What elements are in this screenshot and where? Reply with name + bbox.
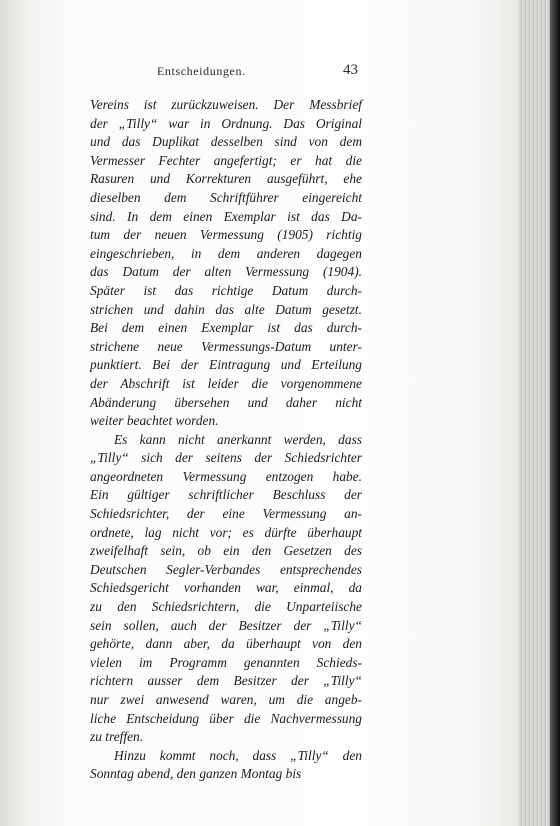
paragraph: [90, 96, 362, 431]
text-line: sind. In dem einen Exemplar ist das Da-: [90, 208, 362, 224]
text-line: weiter beachtet worden.: [90, 413, 219, 429]
text-line: Sonntag abend, den ganzen Montag bis: [90, 766, 302, 782]
text-line: der Abschrift ist leider die vorgenommene: [90, 375, 362, 391]
text-line: „Tilly“ sich der seitens der Schiedsrichter: [90, 450, 362, 466]
text-line: dieselben dem Schriftführer eingereicht: [90, 189, 362, 205]
text-line: tum der neuen Vermessung (1905) richtig: [90, 227, 362, 243]
text-line: gehörte, dann aber, da überhaupt von den: [90, 636, 362, 652]
text-line: Ein gültiger schriftlicher Beschluss der: [90, 487, 362, 503]
text-line: punktiert. Bei der Eintragung und Erteilung: [90, 357, 362, 373]
text-line: eingeschrieben, in dem anderen dagegen: [90, 245, 362, 261]
text-line: Hinzu kommt noch, dass „Tilly“ den: [114, 747, 362, 763]
text-line: vielen im Programm genannten Schieds-: [90, 654, 362, 670]
page-edges: [518, 0, 560, 826]
text-line: richtern ausser dem Besitzer der „Tilly“: [90, 673, 362, 689]
text-line: Es kann nicht anerkannt werden, dass: [114, 431, 362, 447]
text-line: zu den Schiedsrichtern, die Unparteiische: [90, 599, 362, 615]
text-line: und das Duplikat desselben sind von dem: [90, 134, 362, 150]
text-line: ordnete, lag nicht vor; es dürfte überhaupt: [90, 524, 362, 540]
text-line: Vermesser Fechter angefertigt; er hat die: [90, 152, 362, 168]
text-line: angeordneten Vermessung entzogen habe.: [90, 468, 362, 484]
text-line: liche Entscheidung über die Nachvermessung: [90, 710, 362, 726]
text-line: Bei dem einen Exemplar ist das durch-: [90, 320, 362, 336]
text-line: der „Tilly“ war in Ordnung. Das Original: [90, 115, 362, 131]
page-number: 43: [343, 62, 358, 78]
text-line: Schiedsrichter, der eine Vermessung an-: [90, 506, 362, 522]
text-line: Rasuren und Korrekturen ausgeführt, ehe: [90, 171, 362, 187]
page-header: [97, 64, 358, 84]
running-title: Entscheidungen.: [157, 64, 246, 78]
text-line: Deutschen Segler-Verbandes entsprechendes: [90, 561, 362, 577]
text-line: Später ist das richtige Datum durch-: [90, 282, 362, 298]
paragraph: [90, 747, 362, 784]
text-line: das Datum der alten Vermessung (1904).: [90, 264, 362, 280]
text-line: zweifelhaft sein, ob ein den Gesetzen des: [90, 543, 362, 559]
text-line: Schiedsgericht vorhanden war, einmal, da: [90, 580, 362, 596]
paragraph: [90, 431, 362, 747]
text-line: sein sollen, auch der Besitzer der „Tilly“: [90, 617, 362, 633]
text-line: zu treffen.: [90, 729, 144, 745]
text-line: strichene neue Vermessungs-Datum unter-: [90, 338, 362, 354]
text-line: nur zwei anwesend waren, um die angeb-: [90, 692, 362, 707]
text-line: Abänderung übersehen und daher nicht: [90, 394, 362, 410]
text-line: strichen und dahin das alte Datum gesetzt.: [90, 301, 362, 317]
text-line: Vereins ist zurückzuweisen. Der Messbrief: [90, 97, 362, 112]
body-text: [90, 96, 362, 784]
